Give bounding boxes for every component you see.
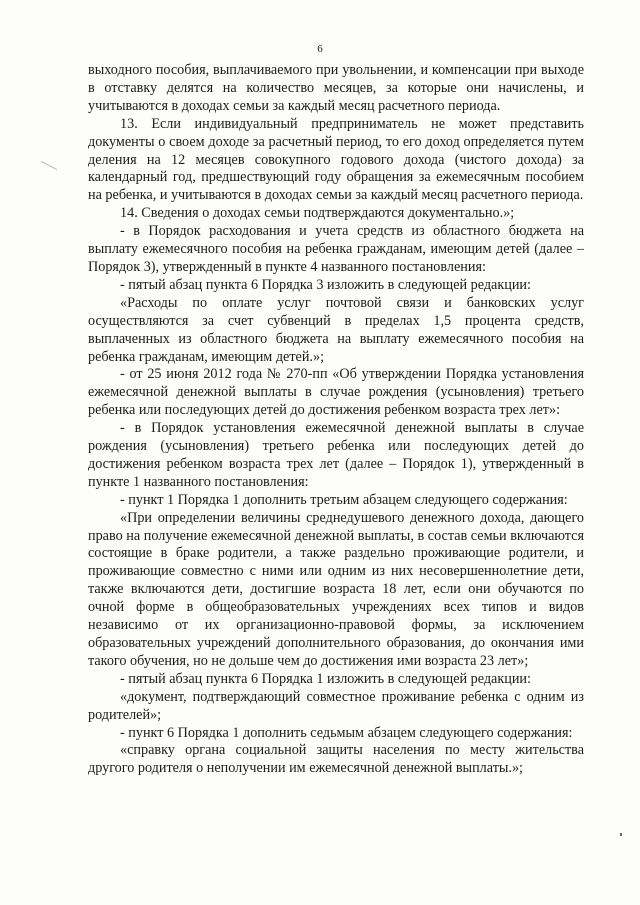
- paragraph-6: «Расходы по оплате услуг почтовой связи и банковских услуг осуществляются за счет субвенций в пределах 1,5 процента средств, выплаченных из областного бюджета на выплату ежемесячного пособия на ребенка гражданам, имеющим детей.»;: [88, 294, 584, 365]
- paragraph-1: выходного пособия, выплачиваемого при увольнении, и компенсации при выходе в отставку делятся на количество месяцев, за которые они начислены, и учитываются в доходах семьи за каждый месяц расчетного периода.: [88, 62, 584, 114]
- paragraph-10: «При определении величины среднедушевого денежного дохода, дающего право на получение ежемесячной денежной выплаты, в состав семьи включаются состоящие в браке родители, а также раздельно проживающие родители, и проживающие совместно с ними или одним из них несовершеннолетние дети, также включаются дети, достигшие возраста 18 лет, если они обучаются по очной форме в общеобразовательных учреждениях всех типов и видов независимо от их организационно-правовой формы, за исключением образовательных учреждений дополнительного образования, до окончания ими такого обучения, но не дольше чем до достижения ими возраста 23 лет»;: [88, 509, 584, 669]
- scan-artifact-line: [41, 161, 57, 170]
- paragraph-2: 13. Если индивидуальный предприниматель не может представить документы о своем доходе за расчетный период, то его доход определяется путем деления на 12 месяцев совокупного годового дохода (чистого дохода) за календарный год, предшествующий году обращения за ежемесячным пособием на ребенка, и учитываются в доходах семьи за каждый месяц расчетного периода.: [88, 115, 584, 204]
- paragraph-5: - пятый абзац пункта 6 Порядка 3 изложить в следующей редакции:: [120, 276, 531, 293]
- paragraph-4: - в Порядок расходования и учета средств из областного бюджета на выплату ежемесячного пособия на ребенка гражданам, имеющим детей (далее – Порядок 3), утвержденный в пункте 4 названного постановления:: [88, 223, 584, 275]
- scan-artifact-dot: [620, 833, 622, 836]
- paragraph-3: 14. Сведения о доходах семьи подтверждаются документально.»;: [120, 205, 515, 222]
- document-body: [88, 62, 584, 778]
- paragraph-12: «документ, подтверждающий совместное проживание ребенка с одним из родителей»;: [88, 688, 584, 723]
- paragraph-14: «справку органа социальной защиты населения по месту жительства другого родителя о неполучении им ежемесячной денежной выплаты.»;: [88, 742, 584, 777]
- paragraph-11: - пятый абзац пункта 6 Порядка 1 изложить в следующей редакции:: [120, 670, 531, 687]
- paragraph-7: - от 25 июня 2012 года № 270-пп «Об утверждении Порядка установления ежемесячной денежной выплаты в случае рождения (усыновления) третьего ребенка или последующих детей до достижения ребенком возраста трех лет»:: [88, 366, 584, 419]
- paragraph-13: - пункт 6 Порядка 1 дополнить седьмым абзацем следующего содержания:: [120, 724, 573, 741]
- page-number: 6: [317, 43, 323, 55]
- paragraph-8: - в Порядок установления ежемесячной денежной выплаты в случае рождения (усыновления) третьего ребенка или последующих детей до достижения ребенком возраста трех лет (далее – Порядок 1), утвержденный в пункте 1 названного постановления:: [88, 420, 584, 490]
- paragraph-9: - пункт 1 Порядка 1 дополнить третьим абзацем следующего содержания:: [120, 491, 568, 508]
